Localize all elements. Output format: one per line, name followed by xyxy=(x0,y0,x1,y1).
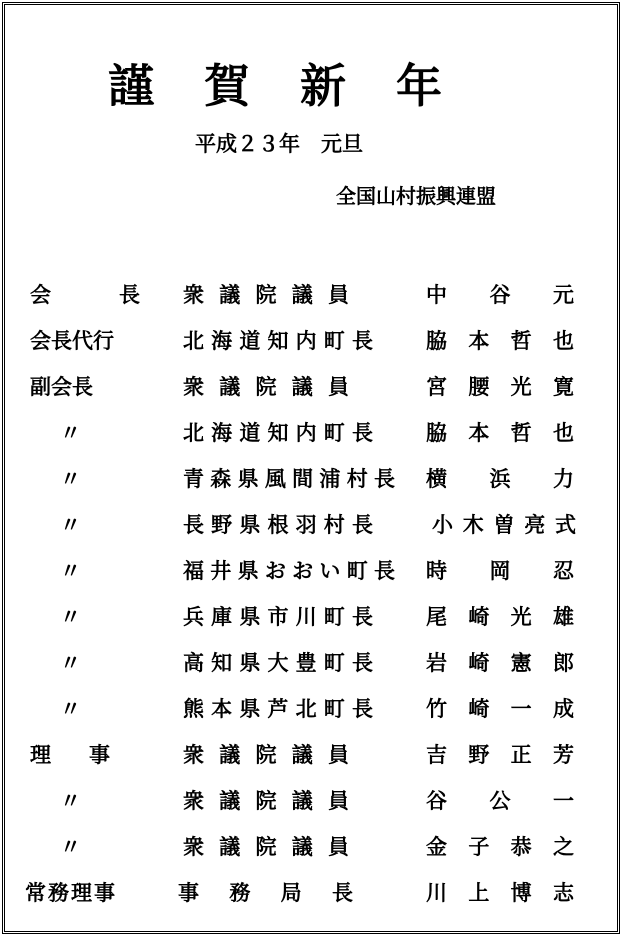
member-row xyxy=(0,643,626,683)
member-role: 理 事 xyxy=(30,742,110,767)
member-affiliation: 兵 庫 県 市 川 町 長 xyxy=(183,604,373,629)
member-name: 中 谷 元 xyxy=(426,282,574,307)
member-row xyxy=(0,689,626,729)
member-row xyxy=(0,321,626,361)
member-name: 脇 本 哲 也 xyxy=(426,420,574,445)
member-affiliation: 事 務 局 長 xyxy=(178,880,353,905)
member-role: 副会長 xyxy=(30,374,93,399)
member-role: 〃 xyxy=(60,788,81,813)
member-row xyxy=(0,873,626,913)
member-row xyxy=(0,735,626,775)
member-affiliation: 北 海 道 知 内 町 長 xyxy=(183,328,373,353)
member-role: 常務理事 xyxy=(25,880,117,905)
member-affiliation: 青 森 県 風 間 浦 村 長 xyxy=(183,466,395,491)
member-role: 〃 xyxy=(60,512,81,537)
member-role: 〃 xyxy=(60,834,81,859)
member-name: 小 木 曽 亮 式 xyxy=(432,512,576,537)
member-name: 時 岡 忍 xyxy=(426,558,574,583)
member-row xyxy=(0,781,626,821)
member-role: 〃 xyxy=(60,604,81,629)
member-name: 横 浜 力 xyxy=(426,466,574,491)
member-name: 岩 崎 憲 郎 xyxy=(426,650,574,675)
member-name: 谷 公 一 xyxy=(426,788,574,813)
member-role: 〃 xyxy=(60,650,81,675)
member-row xyxy=(0,413,626,453)
member-row xyxy=(0,275,626,315)
member-affiliation: 衆 議 院 議 員 xyxy=(183,788,349,813)
greeting-title: 謹賀新年 xyxy=(108,59,492,113)
organization-name: 全国山村振興連盟 xyxy=(336,184,496,208)
member-name: 吉 野 正 芳 xyxy=(426,742,574,767)
member-name: 川 上 博 志 xyxy=(426,880,574,905)
member-row xyxy=(0,459,626,499)
member-role: 〃 xyxy=(60,696,81,721)
member-name: 金 子 恭 之 xyxy=(426,834,574,859)
member-affiliation: 衆 議 院 議 員 xyxy=(183,282,349,307)
member-affiliation: 高 知 県 大 豊 町 長 xyxy=(183,650,373,675)
member-affiliation: 長 野 県 根 羽 村 長 xyxy=(183,512,373,537)
member-affiliation: 衆 議 院 議 員 xyxy=(183,834,349,859)
member-affiliation: 衆 議 院 議 員 xyxy=(183,742,349,767)
member-role: 〃 xyxy=(60,420,81,445)
member-role: 〃 xyxy=(60,466,81,491)
date-line: 平成２３年 元旦 xyxy=(195,131,363,156)
member-row xyxy=(0,827,626,867)
member-affiliation: 熊 本 県 芦 北 町 長 xyxy=(183,696,373,721)
member-row xyxy=(0,551,626,591)
member-row xyxy=(0,597,626,637)
member-role: 会 長 xyxy=(30,282,140,307)
member-affiliation: 北 海 道 知 内 町 長 xyxy=(183,420,373,445)
member-name: 脇 本 哲 也 xyxy=(426,328,574,353)
member-name: 宮 腰 光 寛 xyxy=(426,374,574,399)
member-role: 会長代行 xyxy=(30,328,114,353)
member-role: 〃 xyxy=(60,558,81,583)
member-row xyxy=(0,367,626,407)
member-affiliation: 福 井 県 お お い 町 長 xyxy=(183,558,395,583)
member-affiliation: 衆 議 院 議 員 xyxy=(183,374,349,399)
member-name: 竹 崎 一 成 xyxy=(426,696,574,721)
member-row xyxy=(0,505,626,545)
member-name: 尾 崎 光 雄 xyxy=(426,604,574,629)
